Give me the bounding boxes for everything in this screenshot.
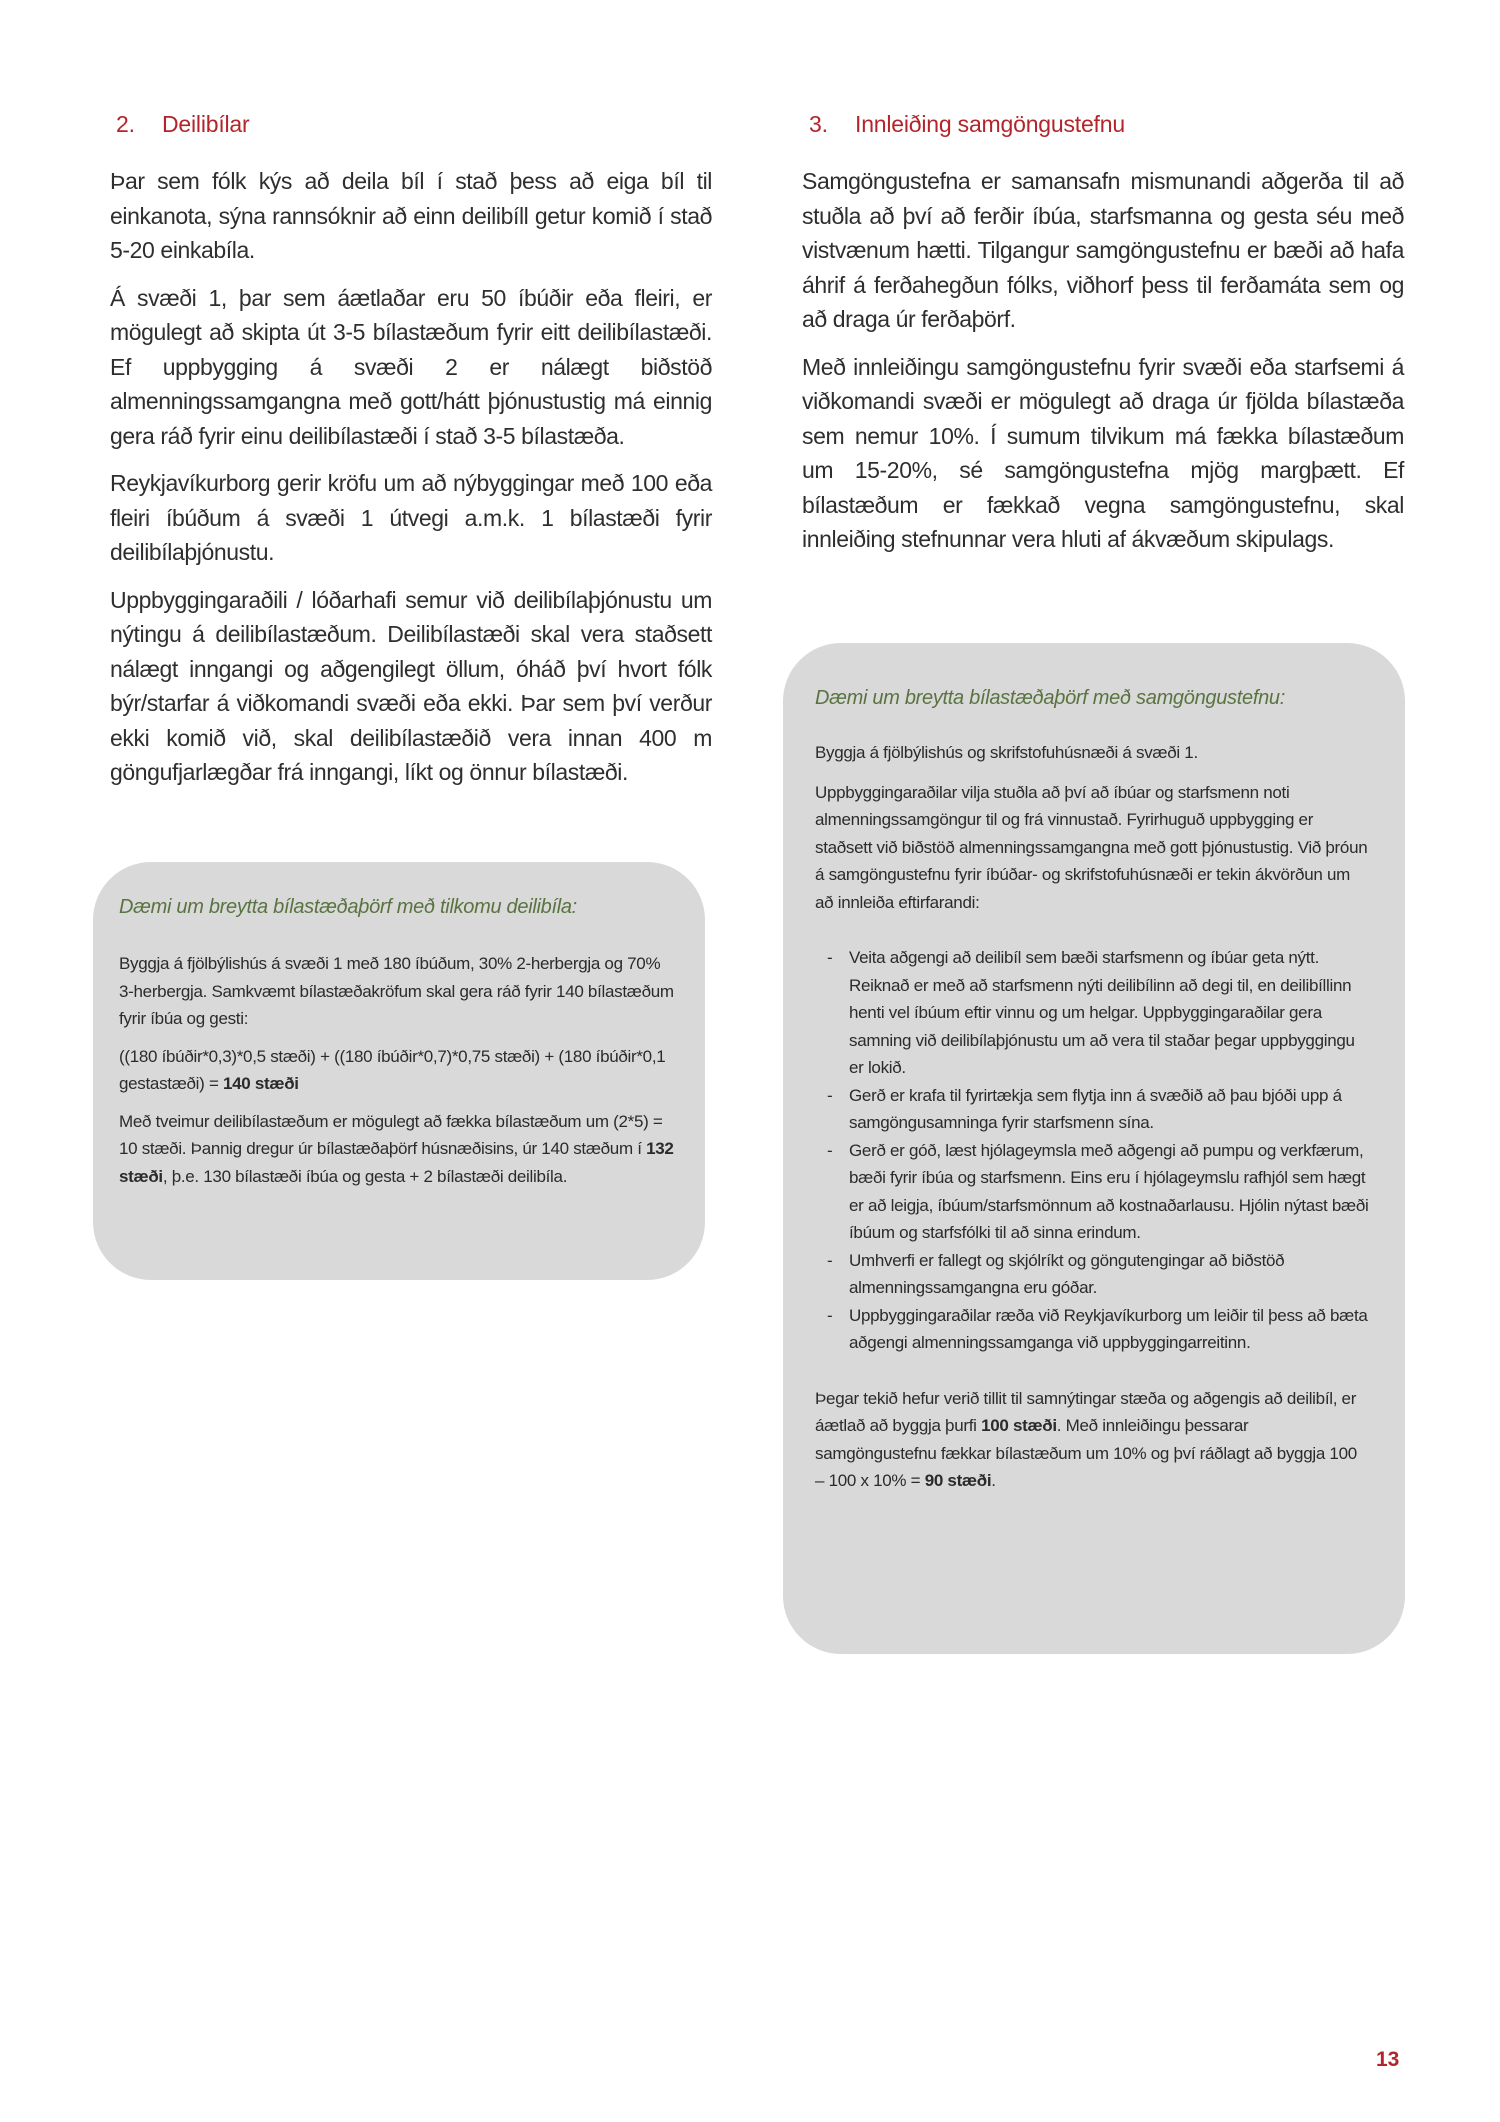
text-span: , þ.e. 130 bílastæði íbúa og gesta + 2 bílastæði deilibíla. (162, 1166, 568, 1186)
list-item: - Veita aðgengi að deilibíl sem bæði starfsmenn og íbúar geta nýtt. Reiknað er með að starfsmenn nýti deilibílinn að degi til, en deilibíllinn henti vel íbúum eftir vinnu og um helgar. Uppbyggingaraðilar gera samning við deilibílaþjónustu um að vera til staðar þegar uppbyggingu er lokið. (815, 944, 1369, 1082)
section-heading-deilibilar (116, 110, 249, 138)
formula-result: 140 stæði (223, 1074, 299, 1093)
section-title: Deilibílar (162, 111, 250, 137)
example-conclusion (815, 1385, 1369, 1495)
example-box-samgongustefna (783, 643, 1405, 1654)
section-number: 3. (809, 111, 828, 137)
paragraph: Uppbyggingaraðili / lóðarhafi semur við deilibílaþjónustu um nýtingu á deilibílastæðum. Deilibílastæði skal vera staðsett nálægt inngangi og aðgengilegt öllum, óháð því hvort fólk býr/starfar á viðkomandi svæði eða ekki. Þar sem því verður ekki komið við, skal deilibílastæðið vera innan 400 m göngufjarlægðar frá inngangi, líkt og önnur bílastæði. (110, 586, 712, 785)
list-item: - Gerð er góð, læst hjólageymsla með aðgengi að pumpu og verkfærum, bæði fyrir íbúa og starfsmenn. Eins eru í hjólageymslu rafhjól sem hægt er að leigja, íbúum/starfsmönnum að kostnaðarlausu. Hjólin nýtast bæði íbúum og starfsfólki til að sinna erindum. (815, 1137, 1369, 1247)
example-paragraph: Uppbyggingaraðilar vilja stuðla að því að íbúar og starfsmenn noti almenningssamgöngur til og frá vinnustað. Fyrirhuguð uppbygging er staðsett við biðstöð almenningssamgangna með gott þjónustustig. Við þróun á samgöngustefnu fyrir íbúðar- og skrifstofuhúsnæði er tekin ákvörðun um að innleiða eftirfarandi: (815, 782, 1368, 912)
example-box-title: Dæmi um breytta bílastæðaþörf með samgöngustefnu: (815, 687, 1285, 709)
example-box-title: Dæmi um breytta bílastæðaþörf með tilkomu deilibíla: (119, 896, 577, 918)
example-paragraph: Byggja á fjölbýlishús og skrifstofuhúsnæði á svæði 1. (815, 743, 1198, 762)
example-paragraph (119, 1108, 679, 1191)
list-item: - Uppbyggingaraðilar ræða við Reykjavíkurborg um leiðir til þess að bæta aðgengi almenningssamganga við uppbyggingarreitinn. (815, 1302, 1369, 1357)
bold-value: 100 stæði (981, 1416, 1057, 1435)
list-item: - Gerð er krafa til fyrirtækja sem flytja inn á svæðið að þau bjóði upp á samgöngusamninga fyrir starfsmenn sína. (815, 1082, 1369, 1137)
text-span: . (991, 1471, 996, 1490)
paragraph: Samgöngustefna er samansafn mismunandi aðgerða til að stuðla að því að ferðir íbúa, starfsmanna og gesta séu með vistvænum hætti. Tilgangur samgöngustefnu er bæði að hafa áhrif á ferðahegðun fólks, viðhorf þess til ferðamáta sem og að draga úr ferðaþörf. (802, 168, 1404, 332)
section-heading-samgongustefna (809, 110, 1125, 138)
right-body (802, 164, 1404, 570)
example-paragraph: Byggja á fjölbýlishús á svæði 1 með 180 íbúðum, 30% 2-herbergja og 70% 3-herbergja. Samkvæmt bílastæðakröfum skal gera ráð fyrir 140 bílastæðum fyrir íbúa og gesti: (119, 954, 674, 1028)
left-body (110, 164, 712, 803)
paragraph: Reykjavíkurborg gerir kröfu um að nýbyggingar með 100 eða fleiri íbúðum á svæði 1 útvegi a.m.k. 1 bílastæði fyrir deilibílaþjónustu. (110, 470, 712, 565)
text-span: Með tveimur deilibílastæðum er mögulegt að fækka bílastæðum um (2*5) = 10 stæði. Þannig dregur úr bílastæðaþörf húsnæðisins, úr 140 stæðum í (119, 1111, 663, 1158)
bold-value: 90 stæði (924, 1471, 992, 1490)
text-span: Þegar tekið hefur verið tillit til samnýtingar stæða og aðgengis að deilibíl, er áætlað að byggja þurfi (815, 1388, 1357, 1435)
paragraph: Þar sem fólk kýs að deila bíl í stað þess að eiga bíl til einkanota, sýna rannsóknir að einn deilibíll getur komið í stað 5-20 einkabíla. (110, 168, 712, 263)
section-title: Innleiðing samgöngustefnu (855, 111, 1125, 137)
paragraph: Með innleiðingu samgöngustefnu fyrir svæði eða starfsemi á viðkomandi svæði er mögulegt að draga úr fjölda bílastæða sem nemur 10%. Í sumum tilvikum má fækka bílastæðum um 15-20%, sé samgöngustefna mjög margþætt. Ef bílastæðum er fækkað vegna samgöngustefnu, skal innleiðing stefnunnar vera hluti af ákvæðum skipulags. (802, 353, 1404, 552)
measures-list (815, 944, 1369, 1357)
paragraph: Á svæði 1, þar sem áætlaðar eru 50 íbúðir eða fleiri, er mögulegt að skipta út 3-5 bílastæðum fyrir eitt deilibílastæði. Ef uppbygging á svæði 2 er nálægt biðstöð almenningssamgangna með gott/hátt þjónustustig má einnig gera ráð fyrir einu deilibílastæði í stað 3-5 bílastæða. (110, 284, 712, 449)
bold-value: 132 stæði (119, 1139, 674, 1186)
example-formula (119, 1043, 679, 1098)
list-item: - Umhverfi er fallegt og skjólríkt og göngutengingar að biðstöð almenningssamgangna eru góðar. (815, 1247, 1369, 1302)
formula-text: ((180 íbúðir*0,3)*0,5 stæði) + ((180 íbúðir*0,7)*0,75 stæði) + (180 íbúðir*0,1 gestastæði) = (119, 1046, 666, 1093)
example-box-deilibilar (93, 862, 705, 1280)
text-span: . Með innleiðingu þessarar samgöngustefnu fækkar bílastæðum um 10% og því ráðlagt að byggja 100 – 100 x 10% = (815, 1416, 1357, 1490)
page-number: 13 (1376, 2048, 1400, 2071)
section-number: 2. (116, 111, 135, 137)
